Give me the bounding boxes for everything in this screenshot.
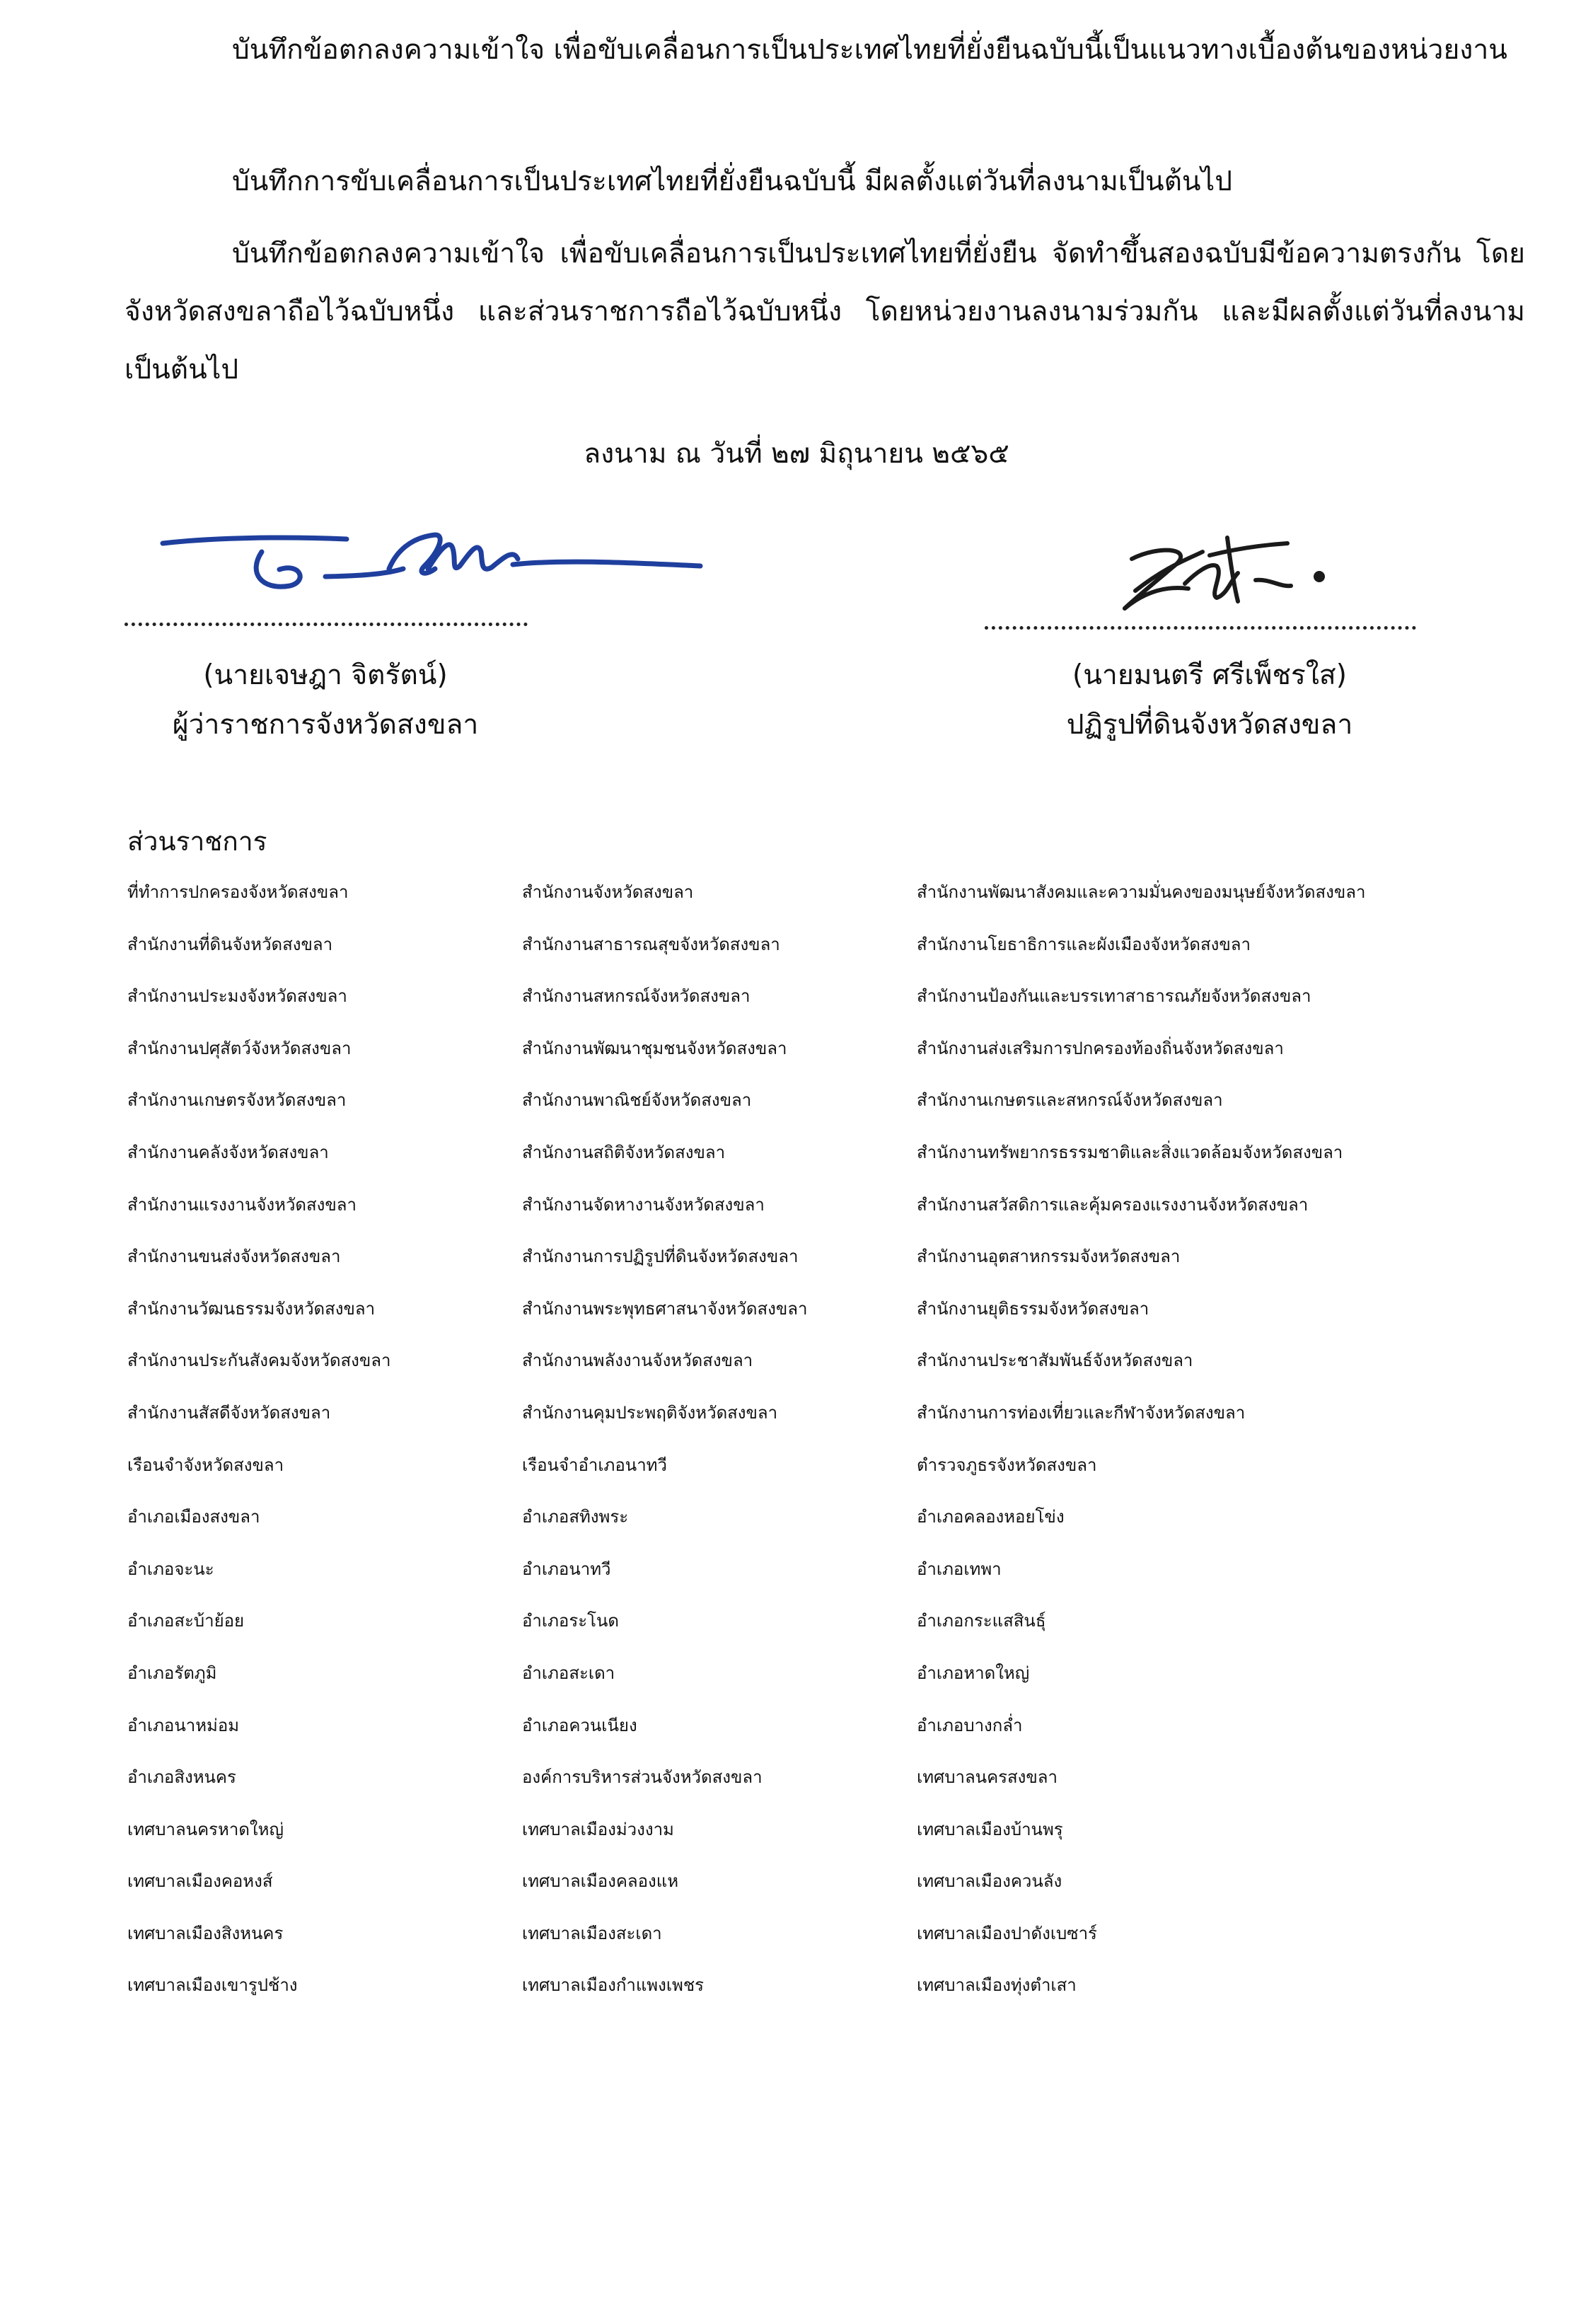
agency-item: อำเภอควนเนียง — [522, 1715, 637, 1735]
agency-item: อำเภอรัตภูมิ — [127, 1663, 217, 1683]
agency-item: สำนักงานวัฒนธรรมจังหวัดสงขลา — [127, 1298, 376, 1319]
agency-item: สำนักงานการท่องเที่ยวและกีฬาจังหวัดสงขลา — [917, 1402, 1246, 1423]
agency-item: สำนักงานปศุสัตว์จังหวัดสงขลา — [127, 1038, 352, 1058]
agency-item: สำนักงานสถิติจังหวัดสงขลา — [522, 1142, 726, 1162]
agency-item: สำนักงานพัฒนาชุมชนจังหวัดสงขลา — [522, 1038, 787, 1058]
agency-item: อำเภอคลองหอยโข่ง — [917, 1507, 1065, 1527]
agency-item: อำเภอสะบ้าย้อย — [127, 1611, 245, 1631]
agency-item: อำเภอนาหม่อม — [127, 1715, 240, 1735]
agency-item: ตำรวจภูธรจังหวัดสงขลา — [917, 1455, 1097, 1475]
agency-item: สำนักงานเกษตรจังหวัดสงขลา — [127, 1090, 347, 1111]
agency-item: เทศบาลนครหาดใหญ่ — [127, 1819, 284, 1839]
agency-item: อำเภอเทพา — [917, 1559, 1002, 1579]
agency-item: ที่ทำการปกครองจังหวัดสงขลา — [127, 882, 349, 902]
signature-line-right — [985, 626, 1416, 630]
agencies-column-1 — [127, 866, 509, 2011]
agency-item: องค์การบริหารส่วนจังหวัดสงขลา — [522, 1767, 763, 1788]
agency-item: เทศบาลเมืองม่วงงาม — [522, 1819, 674, 1839]
agency-item: เทศบาลเมืองสิงหนคร — [127, 1923, 284, 1943]
agency-item: สำนักงานสัสดีจังหวัดสงขลา — [127, 1402, 331, 1423]
agency-item: อำเภอสะเดา — [522, 1663, 615, 1683]
agency-item: สำนักงานสาธารณสุขจังหวัดสงขลา — [522, 934, 780, 954]
signatory-left-name: (นายเจษฎา จิตรัตน์) — [203, 659, 448, 691]
agency-item: สำนักงานป้องกันและบรรเทาสาธารณภัยจังหวัดสงขลา — [917, 986, 1311, 1007]
agency-item: สำนักงานสวัสดิการและคุ้มครองแรงงานจังหวัดสงขลา — [917, 1194, 1309, 1215]
agency-item: สำนักงานประมงจังหวัดสงขลา — [127, 986, 347, 1007]
signature-line-left — [124, 623, 528, 626]
agency-item: เทศบาลนครสงขลา — [917, 1767, 1058, 1788]
signatory-left-position: ผู้ว่าราชการจังหวัดสงขลา — [172, 709, 479, 741]
signatory-left — [57, 651, 594, 750]
agencies-column-3 — [917, 866, 1553, 2011]
agency-item: เทศบาลเมืองบ้านพรุ — [917, 1819, 1063, 1839]
signatory-right — [941, 651, 1478, 750]
agency-item: อำเภอสิงหนคร — [127, 1767, 236, 1788]
signature-right-image — [1103, 524, 1386, 623]
agency-item: สำนักงานพัฒนาสังคมและความมั่นคงของมนุษย์จังหวัดสงขลา — [917, 882, 1366, 902]
signatory-right-position: ปฏิรูปที่ดินจังหวัดสงขลา — [1066, 709, 1353, 741]
agency-item: เทศบาลเมืองกำแพงเพชร — [522, 1975, 705, 1996]
agency-item: สำนักงานเกษตรและสหกรณ์จังหวัดสงขลา — [917, 1090, 1223, 1111]
agency-item: สำนักงานพระพุทธศาสนาจังหวัดสงขลา — [522, 1298, 808, 1319]
agency-item: เทศบาลเมืองคลองแห — [522, 1871, 679, 1892]
agency-item: สำนักงานประกันสังคมจังหวัดสงขลา — [127, 1351, 391, 1371]
agency-item: สำนักงานคลังจังหวัดสงขลา — [127, 1142, 329, 1162]
agency-item: สำนักงานที่ดินจังหวัดสงขลา — [127, 934, 333, 954]
agency-item: เทศบาลเมืองสะเดา — [522, 1923, 662, 1943]
agency-item: สำนักงานอุตสาหกรรมจังหวัดสงขลา — [917, 1247, 1181, 1267]
paragraph-1: บันทึกข้อตกลงความเข้าใจ เพื่อขับเคลื่อนการเป็นประเทศไทยที่ยั่งยืนฉบับนี้เป็นแนวทางเบื้องต้นของหน่วยงาน — [232, 34, 1507, 66]
agency-item: สำนักงานขนส่งจังหวัดสงขลา — [127, 1247, 341, 1267]
agency-item: เทศบาลเมืองปาดังเบซาร์ — [917, 1923, 1097, 1943]
agency-item: อำเภอจะนะ — [127, 1559, 214, 1579]
agency-item: อำเภอสทิงพระ — [522, 1507, 629, 1527]
signature-left-image — [156, 509, 707, 608]
agency-item: สำนักงานพาณิชย์จังหวัดสงขลา — [522, 1090, 752, 1111]
paragraph-3: บันทึกข้อตกลงความเข้าใจ เพื่อขับเคลื่อนการเป็นประเทศไทยที่ยั่งยืน จัดทำขึ้นสองฉบับมีข้อความตรงกัน โดยจังหวัดสงขลาถือไว้ฉบับหนึ่ง และส่วนราชการถือไว้ฉบับหนึ่ง โดยหน่วยงานลงนามร่วมกัน และมีผลตั้งแต่วันที่ลงนามเป็นต้นไป — [124, 238, 1525, 386]
agency-item: สำนักงานการปฏิรูปที่ดินจังหวัดสงขลา — [522, 1247, 799, 1267]
agency-item: สำนักงานจัดหางานจังหวัดสงขลา — [522, 1194, 765, 1215]
agency-item: เทศบาลเมืองควนลัง — [917, 1871, 1062, 1892]
agency-item: สำนักงานคุมประพฤติจังหวัดสงขลา — [522, 1402, 778, 1423]
agency-item: เทศบาลเมืองเขารูปช้าง — [127, 1975, 298, 1996]
signing-date: ลงนาม ณ วันที่ ๒๗ มิถุนายน ๒๕๖๕ — [584, 438, 1009, 470]
agency-item: เรือนจำจังหวัดสงขลา — [127, 1455, 284, 1475]
signatory-right-name: (นายมนตรี ศรีเพ็ชรใส) — [1072, 659, 1347, 691]
agency-item: อำเภอนาทวี — [522, 1559, 611, 1579]
agency-item: สำนักงานประชาสัมพันธ์จังหวัดสงขลา — [917, 1351, 1193, 1371]
agency-item: สำนักงานพลังงานจังหวัดสงขลา — [522, 1351, 753, 1371]
agency-item: สำนักงานสหกรณ์จังหวัดสงขลา — [522, 986, 751, 1007]
agency-item: อำเภอหาดใหญ่ — [917, 1663, 1030, 1683]
agency-item: อำเภอระโนด — [522, 1611, 619, 1631]
agency-item: อำเภอเมืองสงขลา — [127, 1507, 260, 1527]
agency-item: เทศบาลเมืองทุ่งตำเสา — [917, 1975, 1077, 1996]
agencies-column-2 — [522, 866, 904, 2011]
agency-item: สำนักงานจังหวัดสงขลา — [522, 882, 694, 902]
agency-item: สำนักงานยุติธรรมจังหวัดสงขลา — [917, 1298, 1149, 1319]
agency-item: สำนักงานแรงงานจังหวัดสงขลา — [127, 1194, 357, 1215]
agency-item: เทศบาลเมืองคอหงส์ — [127, 1871, 273, 1892]
agency-item: สำนักงานทรัพยากรธรรมชาติและสิ่งแวดล้อมจังหวัดสงขลา — [917, 1142, 1343, 1162]
agency-item: สำนักงานโยธาธิการและผังเมืองจังหวัดสงขลา — [917, 934, 1251, 954]
agencies-title: ส่วนราชการ — [127, 826, 267, 857]
paragraph-2: บันทึกการขับเคลื่อนการเป็นประเทศไทยที่ยั่งยืนฉบับนี้ มีผลตั้งแต่วันที่ลงนามเป็นต้นไป — [232, 166, 1232, 197]
agency-item: เรือนจำอำเภอนาทวี — [522, 1455, 667, 1475]
agency-item: อำเภอบางกล่ำ — [917, 1715, 1023, 1735]
agency-item: อำเภอกระแสสินธุ์ — [917, 1611, 1046, 1631]
agency-item: สำนักงานส่งเสริมการปกครองท้องถิ่นจังหวัดสงขลา — [917, 1038, 1284, 1058]
